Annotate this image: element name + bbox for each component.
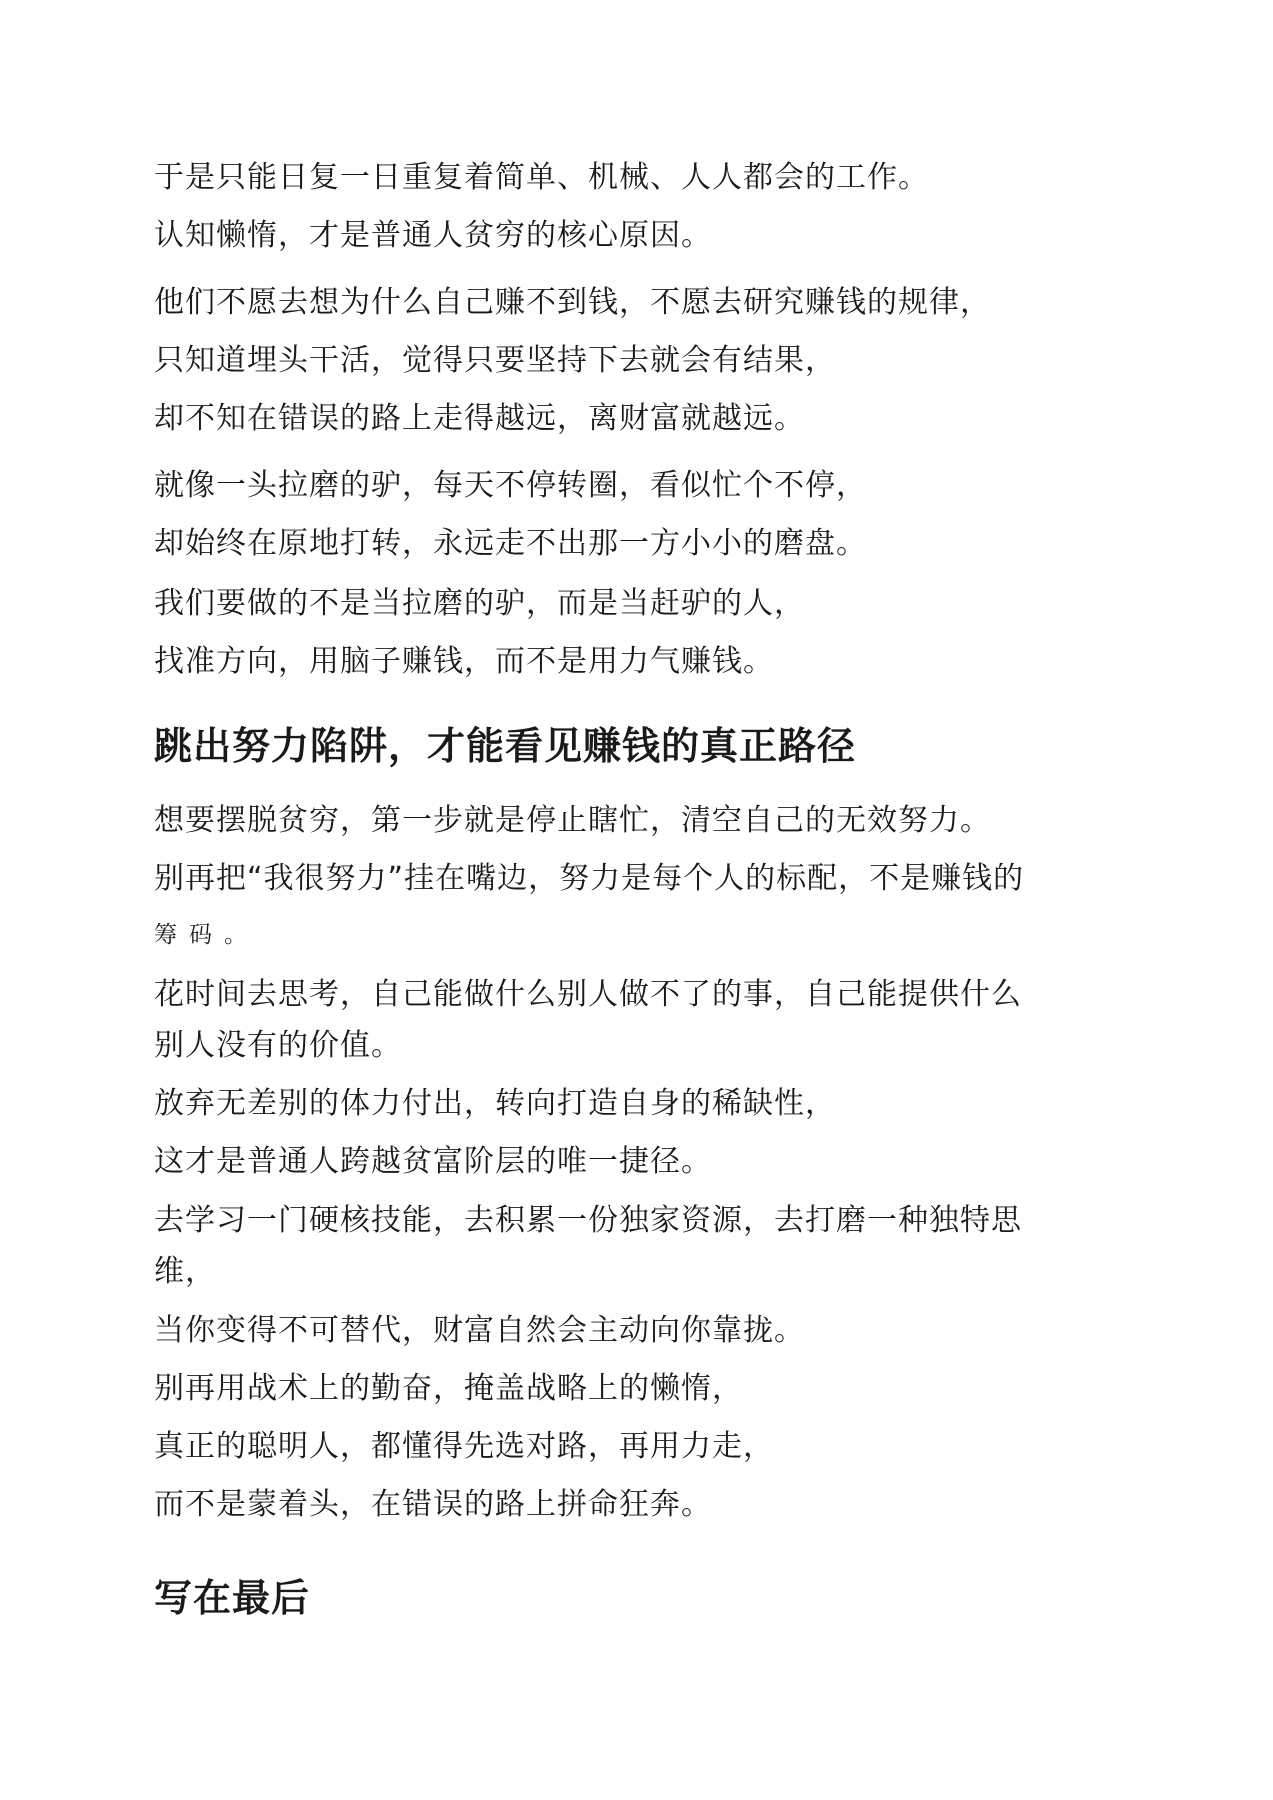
paragraph-line: 别再用战术上的勤奋，掩盖战略上的懒惰， (154, 1371, 743, 1406)
paragraph-line: 去学习一门硬核技能，去积累一份独家资源，去打磨一种独特思 (154, 1203, 1022, 1238)
section-heading: 写在最后 (154, 1576, 311, 1620)
paragraph-line: 就像一头拉磨的驴，每天不停转圈，看似忙个不停， (154, 468, 867, 503)
paragraph-line: 于是只能日复一日重复着简单、机械、人人都会的工作。 (154, 160, 929, 195)
paragraph-line: 维， (154, 1254, 216, 1289)
paragraph-line: 而不是蒙着头，在错误的路上拼命狂奔。 (154, 1487, 712, 1522)
paragraph-line: 筹码。 (154, 922, 259, 948)
paragraph-line: 花时间去思考，自己能做什么别人做不了的事，自己能提供什么 (154, 977, 1022, 1012)
paragraph-line: 别人没有的价值。 (154, 1028, 402, 1063)
paragraph-line: 别再把“我很努力”挂在嘴边，努力是每个人的标配，不是赚钱的 (154, 861, 1025, 896)
section-heading: 跳出努力陷阱，才能看见赚钱的真正路径 (154, 724, 857, 768)
paragraph-line: 想要摆脱贫穷，第一步就是停止瞎忙，清空自己的无效努力。 (154, 803, 991, 838)
paragraph-line: 放弃无差别的体力付出，转向打造自身的稀缺性， (154, 1086, 836, 1121)
paragraph-line: 只知道埋头干活，觉得只要坚持下去就会有结果， (154, 343, 836, 378)
paragraph-line: 找准方向，用脑子赚钱，而不是用力气赚钱。 (154, 644, 774, 679)
paragraph-line: 真正的聪明人，都懂得先选对路，再用力走， (154, 1429, 774, 1464)
paragraph-line: 却不知在错误的路上走得越远，离财富就越远。 (154, 401, 805, 436)
paragraph-line: 当你变得不可替代，财富自然会主动向你靠拢。 (154, 1313, 805, 1348)
paragraph-line: 他们不愿去想为什么自己赚不到钱，不愿去研究赚钱的规律， (154, 285, 991, 320)
paragraph-line: 却始终在原地打转，永远走不出那一方小小的磨盘。 (154, 526, 867, 561)
paragraph-line: 我们要做的不是当拉磨的驴，而是当赶驴的人， (154, 586, 805, 621)
paragraph-line: 这才是普通人跨越贫富阶层的唯一捷径。 (154, 1144, 712, 1179)
paragraph-line: 认知懒惰，才是普通人贫穷的核心原因。 (154, 218, 712, 253)
